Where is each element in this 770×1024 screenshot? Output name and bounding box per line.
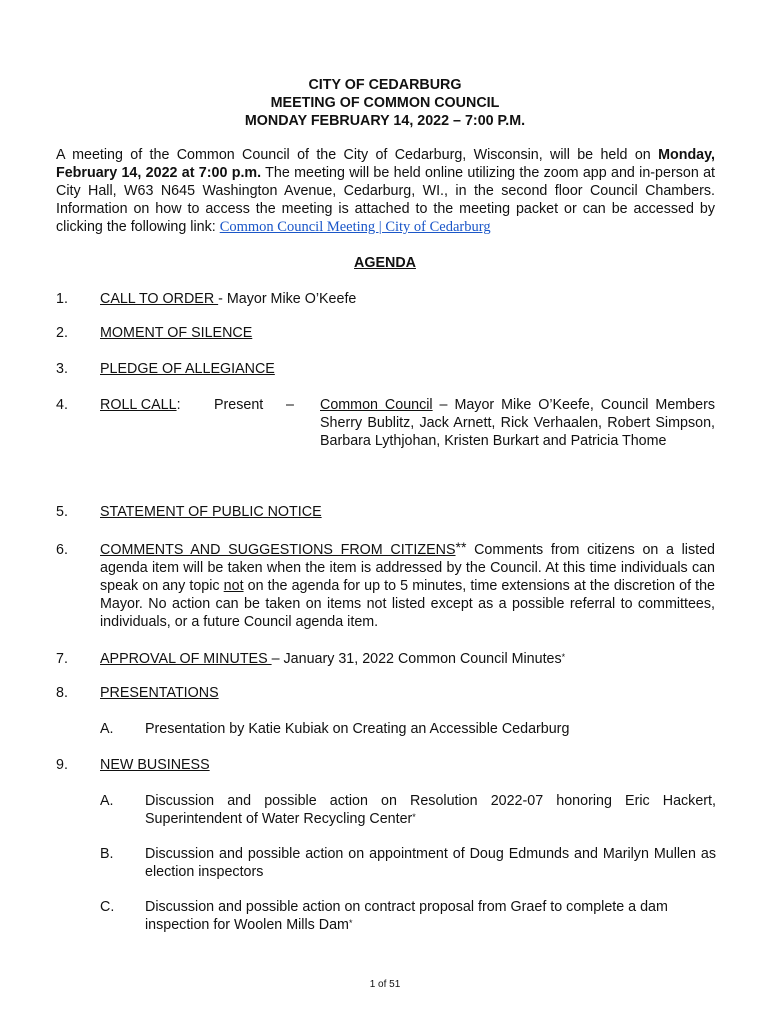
roll-colon: : (176, 397, 181, 413)
item-detail: – January 31, 2022 Common Council Minutes (271, 651, 562, 667)
asterisk: * (561, 652, 566, 662)
intro-paragraph (56, 146, 715, 236)
roll-dash: – (286, 397, 294, 413)
item-label: PRESENTATIONS (100, 685, 219, 701)
item-number: 8. (56, 685, 68, 701)
sub-text: Discussion and possible action on Resolution 2022-07 honoring Eric Hackert, Superintendent of Water Recycling Center (145, 793, 716, 827)
roll-council: Common Council (320, 397, 433, 413)
sub-letter: B. (100, 846, 114, 862)
comments-text-b: on the agenda for up to 5 minutes, time extensions at the discretion of the Mayor. No action can be taken on items not listed except as a possible referral to committees, individuals, or a future Council agenda item. (100, 578, 716, 630)
item-number: 3. (56, 361, 68, 377)
intro-text-a: A meeting of the Common Council of the City of Cedarburg, Wisconsin, will be held on (56, 147, 659, 163)
header-date: MONDAY FEBRUARY 14, 2022 – 7:00 P.M. (244, 113, 526, 129)
item-label: MOMENT OF SILENCE (100, 325, 253, 341)
sub-letter: A. (100, 721, 114, 737)
roll-members-text: – Mayor Mike O’Keefe, Council Members Sherry Bublitz, Jack Arnett, Rick Verhaalen, Robert Simpson, Barbara Lythjohan, Kristen Burkart and Patricia Thome (320, 397, 715, 449)
header-meeting: MEETING OF COMMON COUNCIL (270, 95, 500, 111)
item-label: CALL TO ORDER (100, 291, 219, 307)
document-header (0, 76, 770, 130)
item-label: NEW BUSINESS (100, 757, 210, 773)
agenda-title: AGENDA (354, 255, 416, 271)
item-number: 7. (56, 651, 68, 667)
item-number: 9. (56, 757, 68, 773)
comments-not: not (223, 578, 244, 594)
comments-text-a: Comments from citizens on a listed agenda item will be taken when the item is addressed by the Council. At this time individuals can speak on any topic (100, 542, 715, 594)
meeting-link[interactable]: Common Council Meeting | City of Cedarburg (219, 219, 491, 235)
item-number: 5. (56, 504, 68, 520)
item-label: PLEDGE OF ALLEGIANCE (100, 361, 275, 377)
item-label: STATEMENT OF PUBLIC NOTICE (100, 504, 322, 520)
sub-text: Discussion and possible action on appointment of Doug Edmunds and Marilyn Mullen as election inspectors (145, 846, 716, 880)
intro-date-bold: Monday, February 14, 2022 at 7:00 p.m. (56, 147, 715, 181)
asterisk: * (348, 918, 353, 928)
roll-present: Present (214, 397, 264, 413)
item-number: 2. (56, 325, 68, 341)
sub-text: Discussion and possible action on contract proposal from Graef to complete a dam inspection for Woolen Mills Dam (145, 899, 668, 933)
header-city: CITY OF CEDARBURG (308, 77, 462, 93)
sub-letter: C. (100, 899, 115, 915)
sub-letter: A. (100, 793, 114, 809)
item-detail: - Mayor Mike O’Keefe (218, 291, 357, 307)
asterisk: * (412, 812, 416, 822)
item-number: 4. (56, 397, 68, 413)
roll-members (320, 396, 715, 450)
item-number: 6. (56, 542, 68, 558)
intro-text-b: The meeting will be held online utilizing the zoom app and in-person at City Hall, W63 N645 Washington Avenue, Cedarburg, WI., in the second floor Council Chambers. Information on how to access the meeting is attached to the meeting packet or can be accessed by clicking the following link: (56, 165, 716, 235)
item-number: 1. (56, 291, 68, 307)
item-label: COMMENTS AND SUGGESTIONS FROM CITIZENS (100, 542, 456, 558)
item-label: ROLL CALL (100, 397, 177, 413)
agenda-item-4 (56, 396, 716, 468)
item-label: APPROVAL OF MINUTES (100, 651, 272, 667)
double-asterisk: ** (455, 539, 467, 555)
page-number: 1 of 51 (369, 979, 401, 990)
sub-text: Presentation by Katie Kubiak on Creating an Accessible Cedarburg (145, 721, 570, 737)
